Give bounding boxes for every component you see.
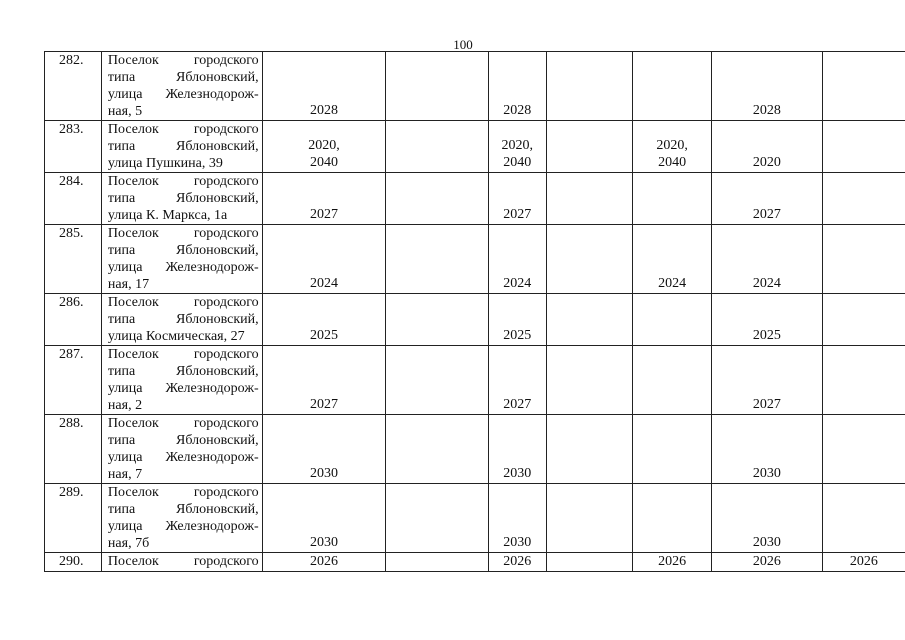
year-cell-1 [262,553,386,572]
address-line: Поселок городского [107,554,259,569]
year-cell-7 [822,52,905,121]
year-cell-1 [262,121,386,173]
year-value: 2026 [752,554,781,569]
year-cell-4 [546,346,633,415]
year-cell-4 [546,553,633,572]
year-cell-6 [712,346,823,415]
year-value: 2026 [503,554,532,569]
year-cell-6 [712,173,823,225]
address-line: Поселок городского [107,347,259,362]
year-cell-6 [712,553,823,572]
page-number: 100 [453,37,473,52]
year-cell-4 [546,484,633,553]
address-line: типа Яблоновский, [107,139,259,154]
year-cell-2 [386,121,489,173]
address-cell [101,225,262,294]
year-cell-7 [822,415,905,484]
row-number: 290. [45,553,102,572]
year-value: 2027 [309,397,338,412]
year-cell-5 [633,121,712,173]
year-value: 2030 [503,535,532,550]
table-row [45,415,905,484]
year-cell-2 [386,52,489,121]
address-line: Поселок городского [107,53,259,68]
year-cell-4 [546,52,633,121]
address-line: улица Железнодорож- [107,260,259,275]
year-cell-3 [488,294,546,346]
address-line: типа Яблоновский, [107,433,259,448]
address-line: ная, 5 [107,104,143,119]
year-cell-3 [488,415,546,484]
year-cell-3 [488,484,546,553]
row-number: 287. [45,346,102,415]
year-value: 2025 [503,328,532,343]
year-value: 2020, [656,138,688,153]
year-cell-5 [633,173,712,225]
year-cell-4 [546,294,633,346]
year-cell-1 [262,346,386,415]
year-cell-2 [386,225,489,294]
year-value: 2040 [658,155,687,170]
year-cell-4 [546,121,633,173]
year-cell-6 [712,52,823,121]
address-line: улица Железнодорож- [107,450,259,465]
row-number: 282. [45,52,102,121]
year-cell-6 [712,294,823,346]
schedule-table [44,51,905,572]
table-row [45,121,905,173]
year-cell-3 [488,52,546,121]
year-cell-2 [386,173,489,225]
address-line: Поселок городского [107,485,259,500]
address-line: типа Яблоновский, [107,243,259,258]
address-line: типа Яблоновский, [107,191,259,206]
year-value: 2024 [309,276,338,291]
year-value: 2027 [752,207,781,222]
table-row [45,484,905,553]
year-value: 2030 [752,466,781,481]
address-cell [101,415,262,484]
year-value: 2020, [501,138,533,153]
row-number: 285. [45,225,102,294]
address-cell [101,52,262,121]
year-value: 2030 [752,535,781,550]
year-value: 2027 [503,397,532,412]
year-value: 2028 [309,103,338,118]
table-row [45,52,905,121]
year-cell-1 [262,52,386,121]
year-cell-5 [633,52,712,121]
address-line: улица К. Маркса, 1а [107,208,228,223]
table-row [45,553,905,572]
year-value: 2026 [849,554,878,569]
address-line: Поселок городского [107,416,259,431]
table-row [45,225,905,294]
address-cell [101,173,262,225]
year-cell-2 [386,415,489,484]
address-line: ная, 7б [107,536,150,551]
address-line: типа Яблоновский, [107,364,259,379]
year-value: 2027 [752,397,781,412]
year-value: 2024 [503,276,532,291]
address-line: типа Яблоновский, [107,312,259,327]
table-row [45,346,905,415]
year-cell-7 [822,225,905,294]
year-cell-3 [488,346,546,415]
table-row [45,173,905,225]
row-number: 288. [45,415,102,484]
year-cell-6 [712,121,823,173]
year-value: 2027 [503,207,532,222]
year-value: 2027 [309,207,338,222]
year-cell-1 [262,225,386,294]
year-cell-7 [822,346,905,415]
year-value: 2030 [503,466,532,481]
year-cell-3 [488,121,546,173]
row-number: 286. [45,294,102,346]
address-line: Поселок городского [107,226,259,241]
address-cell [101,121,262,173]
address-cell [101,294,262,346]
year-cell-2 [386,553,489,572]
year-value: 2028 [752,103,781,118]
year-value: 2030 [309,535,338,550]
year-value: 2030 [309,466,338,481]
year-cell-6 [712,415,823,484]
address-cell [101,484,262,553]
year-cell-3 [488,553,546,572]
year-value: 2020, [308,138,340,153]
year-cell-7 [822,173,905,225]
year-value: 2040 [503,155,532,170]
address-cell [101,553,262,572]
year-value: 2026 [658,554,687,569]
year-value: 2024 [658,276,687,291]
year-cell-3 [488,225,546,294]
year-cell-5 [633,553,712,572]
address-line: ная, 2 [107,398,143,413]
table-row [45,294,905,346]
year-cell-2 [386,484,489,553]
year-value: 2028 [503,103,532,118]
year-cell-2 [386,294,489,346]
address-line: улица Железнодорож- [107,519,259,534]
address-line: улица Железнодорож- [107,381,259,396]
year-cell-2 [386,346,489,415]
year-value: 2024 [752,276,781,291]
year-cell-4 [546,173,633,225]
year-value: 2025 [752,328,781,343]
row-number: 283. [45,121,102,173]
year-cell-5 [633,225,712,294]
year-cell-5 [633,294,712,346]
address-cell [101,346,262,415]
year-value: 2040 [309,155,338,170]
year-cell-5 [633,346,712,415]
year-value: 2025 [309,328,338,343]
address-line: ная, 17 [107,277,150,292]
year-cell-5 [633,415,712,484]
year-cell-3 [488,173,546,225]
address-line: улица Железнодорож- [107,87,259,102]
year-cell-7 [822,294,905,346]
address-line: Поселок городского [107,174,259,189]
row-number: 284. [45,173,102,225]
address-line: улица Пушкина, 39 [107,156,223,171]
address-line: улица Космическая, 27 [107,329,245,344]
year-value: 2020 [752,155,781,170]
address-line: ная, 7 [107,467,143,482]
year-cell-1 [262,415,386,484]
year-cell-7 [822,121,905,173]
year-cell-1 [262,173,386,225]
year-cell-4 [546,225,633,294]
address-line: типа Яблоновский, [107,502,259,517]
row-number: 289. [45,484,102,553]
year-value: 2026 [309,554,338,569]
year-cell-6 [712,484,823,553]
address-line: Поселок городского [107,122,259,137]
year-cell-1 [262,484,386,553]
year-cell-4 [546,415,633,484]
year-cell-6 [712,225,823,294]
year-cell-5 [633,484,712,553]
address-line: Поселок городского [107,295,259,310]
year-cell-1 [262,294,386,346]
year-cell-7 [822,553,905,572]
year-cell-7 [822,484,905,553]
address-line: типа Яблоновский, [107,70,259,85]
